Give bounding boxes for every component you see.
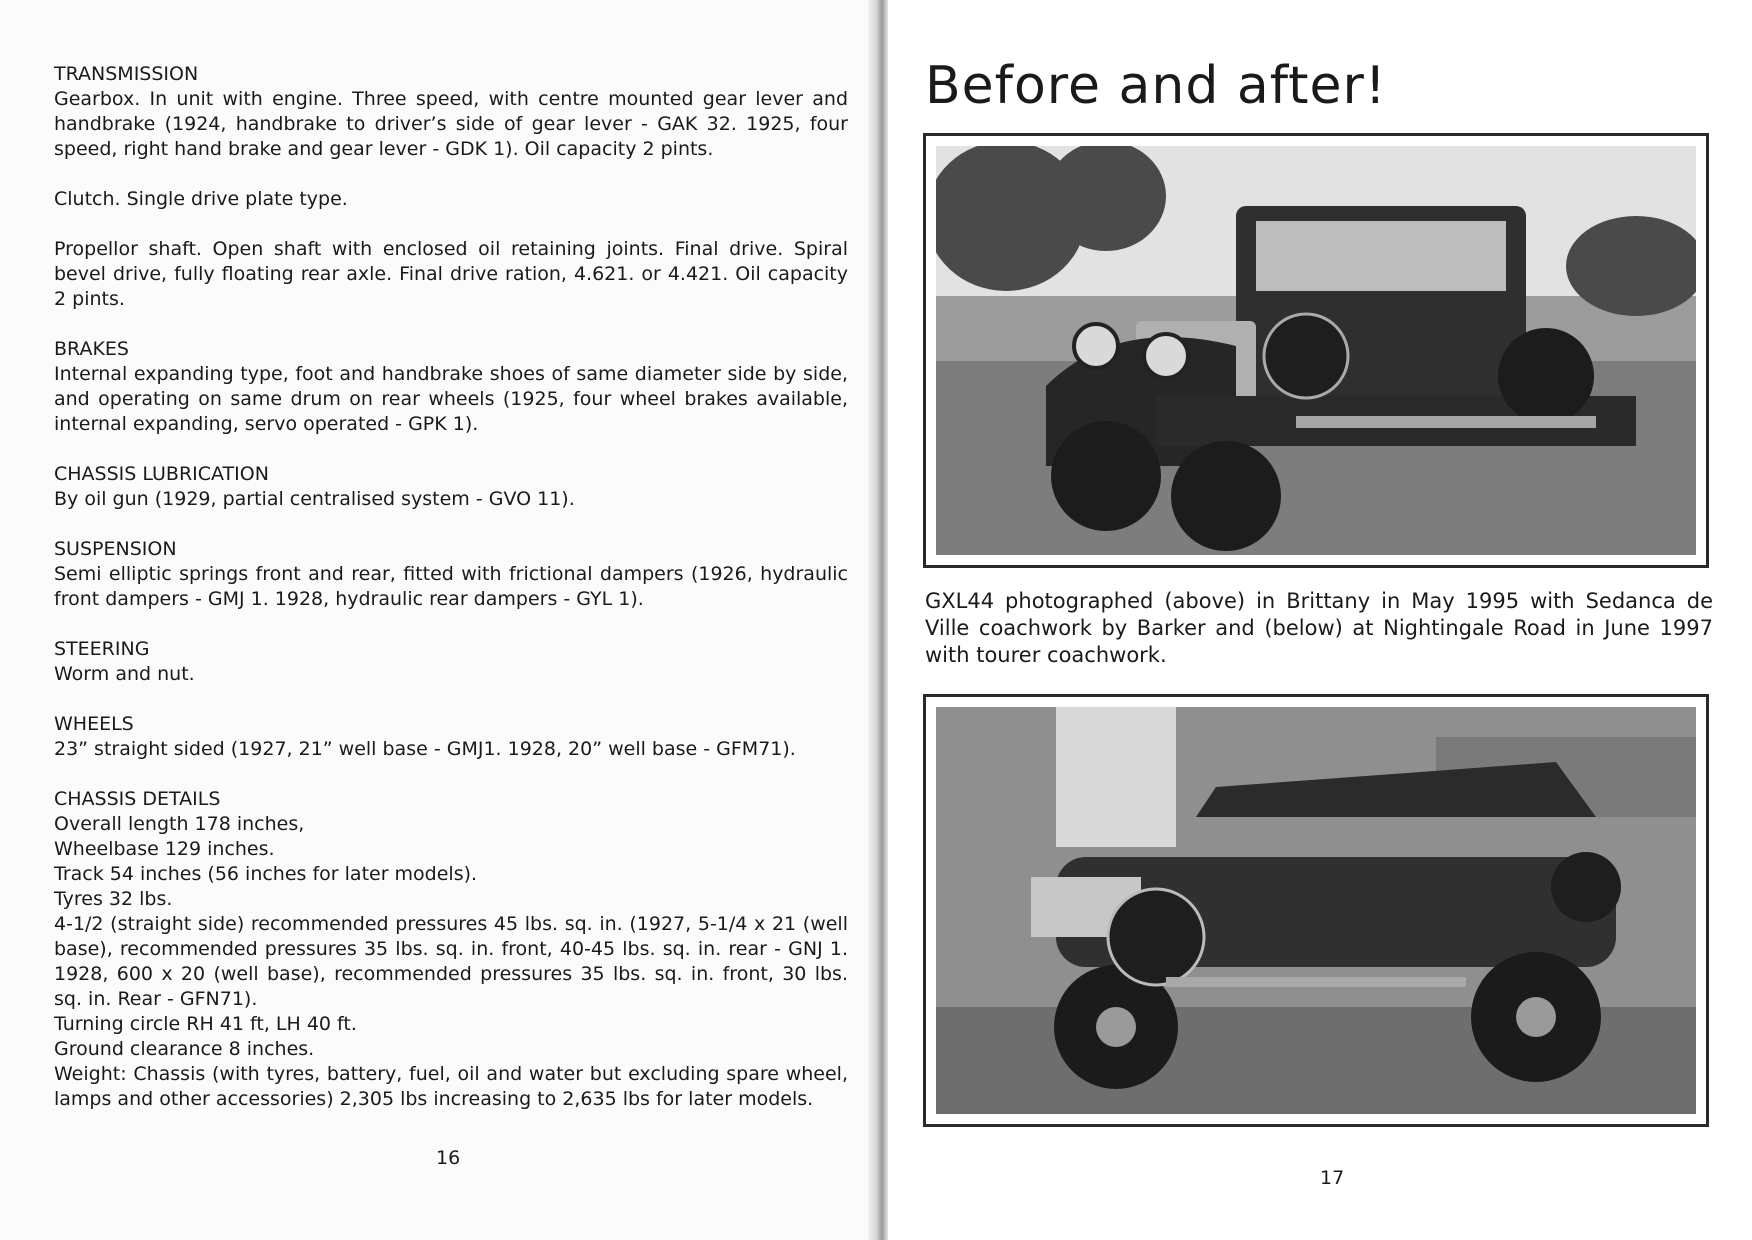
section-paragraph: Wheelbase 129 inches.: [54, 838, 275, 860]
photo-caption: GXL44 photographed (above) in Brittany in May 1995 with Sedanca de Ville coachwork by Barker and (below) at Nightingale Road in June 1997 with tourer coachwork.: [925, 589, 1713, 667]
section-heading: TRANSMISSION: [54, 63, 199, 85]
left-page: [0, 0, 868, 1240]
photo-frame-top: [923, 133, 1709, 568]
section-paragraph: 4-1/2 (straight side) recommended pressures 45 lbs. sq. in. (1927, 5-1/4 x 21 (well base), recommended pressures 35 lbs. sq. in. front, 40-45 lbs. sq. in. rear - GNJ 1. 1928, 600 x 20 (well base), recommended pressures 35 lbs. sq. in. front, 30 lbs. sq. in. Rear - GFN71).: [54, 913, 848, 1010]
photo-sedanca-de-ville: [936, 146, 1696, 555]
section-paragraph: By oil gun (1929, partial centralised system - GVO 11).: [54, 488, 575, 510]
spec-section: [54, 712, 848, 762]
section-paragraph: Clutch. Single drive plate type.: [54, 188, 348, 210]
section-paragraph: Weight: Chassis (with tyres, battery, fuel, oil and water but excluding spare wheel, lamps and other accessories) 2,305 lbs increasing to 2,635 lbs for later models.: [54, 1063, 848, 1110]
section-heading: BRAKES: [54, 338, 129, 360]
page-title: Before and after!: [925, 56, 1387, 116]
section-paragraph: 23” straight sided (1927, 21” well base - GMJ1. 1928, 20” well base - GFM71).: [54, 738, 796, 760]
section-paragraph: Propellor shaft. Open shaft with enclosed oil retaining joints. Final drive. Spiral bevel drive, fully floating rear axle. Final drive ration, 4.621. or 4.421. Oil capacity 2 pints.: [54, 238, 848, 310]
page-number-left: 16: [436, 1147, 461, 1169]
section-heading: CHASSIS LUBRICATION: [54, 463, 269, 485]
spec-section: [54, 462, 848, 512]
section-paragraph: Tyres 32 lbs.: [54, 888, 173, 910]
spec-section: [54, 637, 848, 687]
car-photo-top-illustration: [936, 146, 1696, 555]
spec-section: [54, 787, 848, 1112]
spec-section: [54, 537, 848, 612]
section-heading: WHEELS: [54, 713, 134, 735]
spec-section: [54, 337, 848, 437]
page-number-right: 17: [1320, 1167, 1345, 1189]
section-heading: STEERING: [54, 638, 150, 660]
section-paragraph: Semi elliptic springs front and rear, fitted with frictional dampers (1926, hydraulic front dampers - GMJ 1. 1928, hydraulic rear dampers - GYL 1).: [54, 563, 848, 610]
section-paragraph: Track 54 inches (56 inches for later models).: [54, 863, 478, 885]
wooden-door: [1056, 707, 1176, 847]
section-heading: CHASSIS DETAILS: [54, 788, 221, 810]
photo-tourer: [936, 707, 1696, 1114]
right-page: [888, 0, 1752, 1240]
spec-section: [54, 237, 848, 312]
specifications-text: [54, 62, 848, 1137]
section-paragraph: Internal expanding type, foot and handbrake shoes of same diameter side by side, and operating on same drum on rear wheels (1925, four wheel brakes available, internal expanding, servo operated - GPK 1).: [54, 363, 848, 435]
book-gutter: [868, 0, 888, 1240]
photo-frame-bottom: [923, 694, 1709, 1127]
spec-section: [54, 187, 848, 212]
spec-section: [54, 62, 848, 162]
section-paragraph: Ground clearance 8 inches.: [54, 1038, 315, 1060]
car-photo-bottom-illustration: [936, 707, 1696, 1114]
section-paragraph: Overall length 178 inches,: [54, 813, 305, 835]
section-paragraph: Worm and nut.: [54, 663, 195, 685]
section-heading: SUSPENSION: [54, 538, 177, 560]
section-paragraph: Turning circle RH 41 ft, LH 40 ft.: [54, 1013, 357, 1035]
section-paragraph: Gearbox. In unit with engine. Three speed, with centre mounted gear lever and handbrake (1924, handbrake to driver’s side of gear lever - GAK 32. 1925, four speed, right hand brake and gear lever - GDK 1). Oil capacity 2 pints.: [54, 88, 848, 160]
